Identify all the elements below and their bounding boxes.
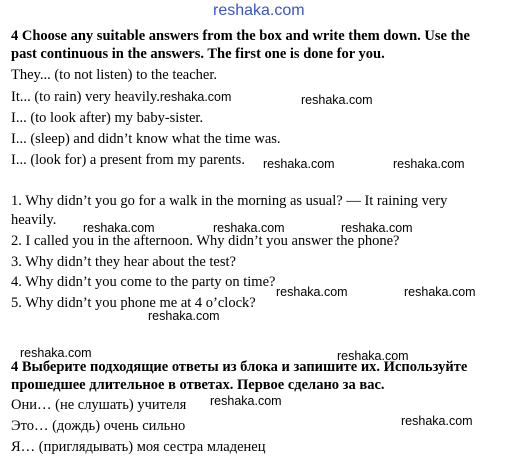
box-item-4: I... (sleep) and didn’t know what the time was. xyxy=(11,131,281,147)
watermark: reshaka.com xyxy=(20,346,92,360)
ru-item-3: Я… (приглядывать) моя сестра младенец xyxy=(11,439,266,455)
exercise-heading-line-2: past continuous in the answers. The first one is done for you. xyxy=(11,46,385,62)
watermark: reshaka.com xyxy=(301,93,373,107)
watermark-inline: reshaka.com xyxy=(159,90,232,104)
box-item-1: They... (to not listen) to the teacher. xyxy=(11,67,218,83)
question-3: 3. Why didn’t they hear about the test? xyxy=(11,254,236,270)
question-1-line-2: heavily. xyxy=(11,212,57,228)
box-item-3: I... (to look after) my baby-sister. xyxy=(11,110,204,126)
question-5: 5. Why didn’t you phone me at 4 o’clock? xyxy=(11,295,256,311)
watermark: reshaka.com xyxy=(337,349,409,363)
watermark: reshaka.com xyxy=(148,309,220,323)
watermark: reshaka.com xyxy=(401,414,473,428)
box-item-5: I... (look for) a present from my parents. xyxy=(11,152,245,168)
watermark: reshaka.com xyxy=(276,285,348,299)
box-item-2: It... (to rain) very heavily.reshaka.com xyxy=(11,89,232,105)
ru-item-2: Это… (дождь) очень сильно xyxy=(11,418,186,434)
site-watermark-header: reshaka.com xyxy=(213,2,305,19)
exercise-ru-heading-line-2: прошедшее длительное в ответах. Первое сделано за вас. xyxy=(11,377,385,393)
watermark: reshaka.com xyxy=(83,221,155,235)
watermark: reshaka.com xyxy=(263,157,335,171)
question-1-line-1: 1. Why didn’t you go for a walk in the morning as usual? — It raining very xyxy=(11,193,448,209)
watermark: reshaka.com xyxy=(404,285,476,299)
exercise-ru-heading-line-1: 4 Выберите подходящие ответы из блока и запишите их. Используйте xyxy=(11,359,468,375)
ru-item-1: Они… (не слушать) учителя xyxy=(11,397,187,413)
watermark: reshaka.com xyxy=(210,394,282,408)
watermark: reshaka.com xyxy=(341,221,413,235)
watermark: reshaka.com xyxy=(213,221,285,235)
question-2: 2. I called you in the afternoon. Why didn’t you answer the phone? xyxy=(11,233,400,249)
exercise-heading-line-1: 4 Choose any suitable answers from the box and write them down. Use the xyxy=(11,28,470,44)
watermark: reshaka.com xyxy=(393,157,465,171)
question-4: 4. Why didn’t you come to the party on time? xyxy=(11,274,276,290)
